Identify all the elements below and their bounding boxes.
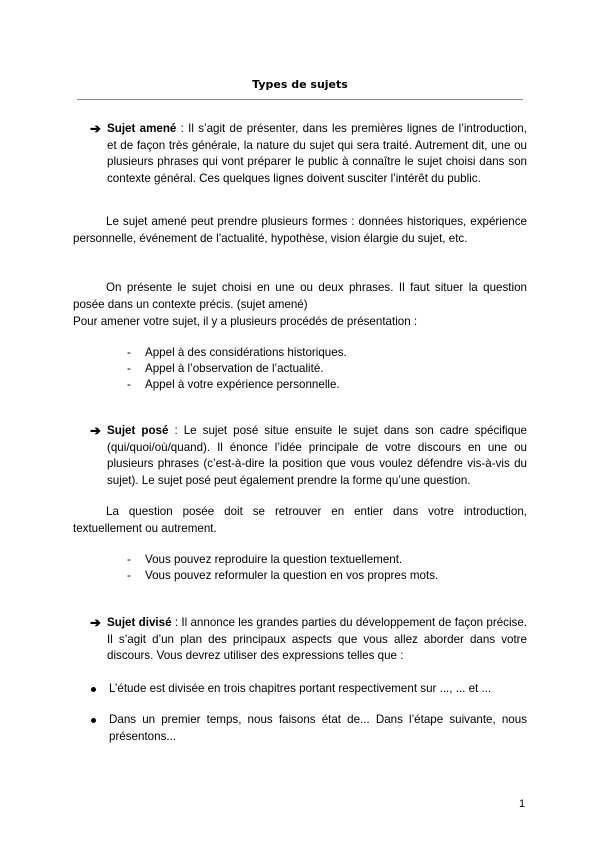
- sujet-amene-procedures: Pour amener votre sujet, il y a plusieurs procédés de présentation :: [73, 315, 418, 328]
- list-item: Vous pouvez reproduire la question textuellement.: [145, 553, 403, 566]
- sujet-divise-heading: Sujet divisé: [107, 616, 172, 629]
- sujet-pose-text: : Le sujet posé situe ensuite le sujet dans son cadre spécifique (qui/quoi/où/quand). Il énonce l’idée principale de votre discours en une ou plusieurs phrases (c’est-à-dire la position que vous voulez défendre vis-à-vis du sujet). Le sujet posé peut également prendre la forme qu’une question.: [107, 424, 527, 487]
- sujet-pose-heading: Sujet posé: [107, 424, 169, 437]
- arrow-icon: ➔: [90, 121, 101, 136]
- list-item: Appel à votre expérience personnelle.: [145, 378, 340, 391]
- page-title: Types de sujets: [252, 78, 348, 91]
- list-dash: -: [127, 553, 131, 566]
- list-item: Appel à l’observation de l’actualité.: [145, 362, 324, 375]
- sujet-divise-text: : Il annonce les grandes parties du développement de façon précise. Il s’agit d’un plan des principaux aspects que vous allez aborder dans votre discours. Vous devrez utiliser des expressions telles que :: [107, 616, 528, 663]
- list-item: Appel à des considérations historiques.: [145, 346, 347, 359]
- list-dash: -: [127, 362, 131, 375]
- sujet-amene-text: : Il s’agit de présenter, dans les premières lignes de l’introduction, et de façon très générale, la nature du sujet qui sera traité. Autrement dit, une ou plusieurs phrases qui vont préparer le public à connaître le sujet choisi dans son contexte général. Ces quelques lignes doivent susciter l’intérêt du public.: [107, 122, 527, 185]
- bullet-icon: [91, 687, 96, 692]
- list-item: Vous pouvez reformuler la question en vos propres mots.: [145, 569, 439, 582]
- bullet-icon: [91, 718, 96, 723]
- sujet-amene-forms: Le sujet amené peut prendre plusieurs formes : données historiques, expérience personnelle, événement de l’actualité, hypothèse, vision élargie du sujet, etc.: [73, 215, 527, 245]
- bullet-item: L’étude est divisée en trois chapitres portant respectivement sur ..., ... et ...: [109, 682, 492, 695]
- arrow-icon: ➔: [90, 423, 101, 438]
- sujet-amene-heading: Sujet amené: [107, 122, 177, 135]
- bullet-item: Dans un premier temps, nous faisons état de... Dans l’étape suivante, nous présentons...: [109, 713, 527, 743]
- list-dash: -: [127, 569, 131, 582]
- arrow-icon: ➔: [90, 615, 101, 630]
- sujet-amene-intro: [107, 121, 527, 187]
- sujet-amene-context: On présente le sujet choisi en une ou deux phrases. Il faut situer la question posée dans un contexte précis. (sujet amené): [73, 281, 527, 311]
- sujet-divise-intro: [107, 615, 527, 665]
- title-divider: [77, 99, 523, 100]
- page-number: 1: [519, 798, 526, 810]
- list-dash: -: [127, 346, 131, 359]
- sujet-pose-intro: [107, 423, 527, 489]
- list-dash: -: [127, 378, 131, 391]
- sujet-pose-question: La question posée doit se retrouver en entier dans votre introduction, textuellement ou autrement.: [73, 505, 527, 535]
